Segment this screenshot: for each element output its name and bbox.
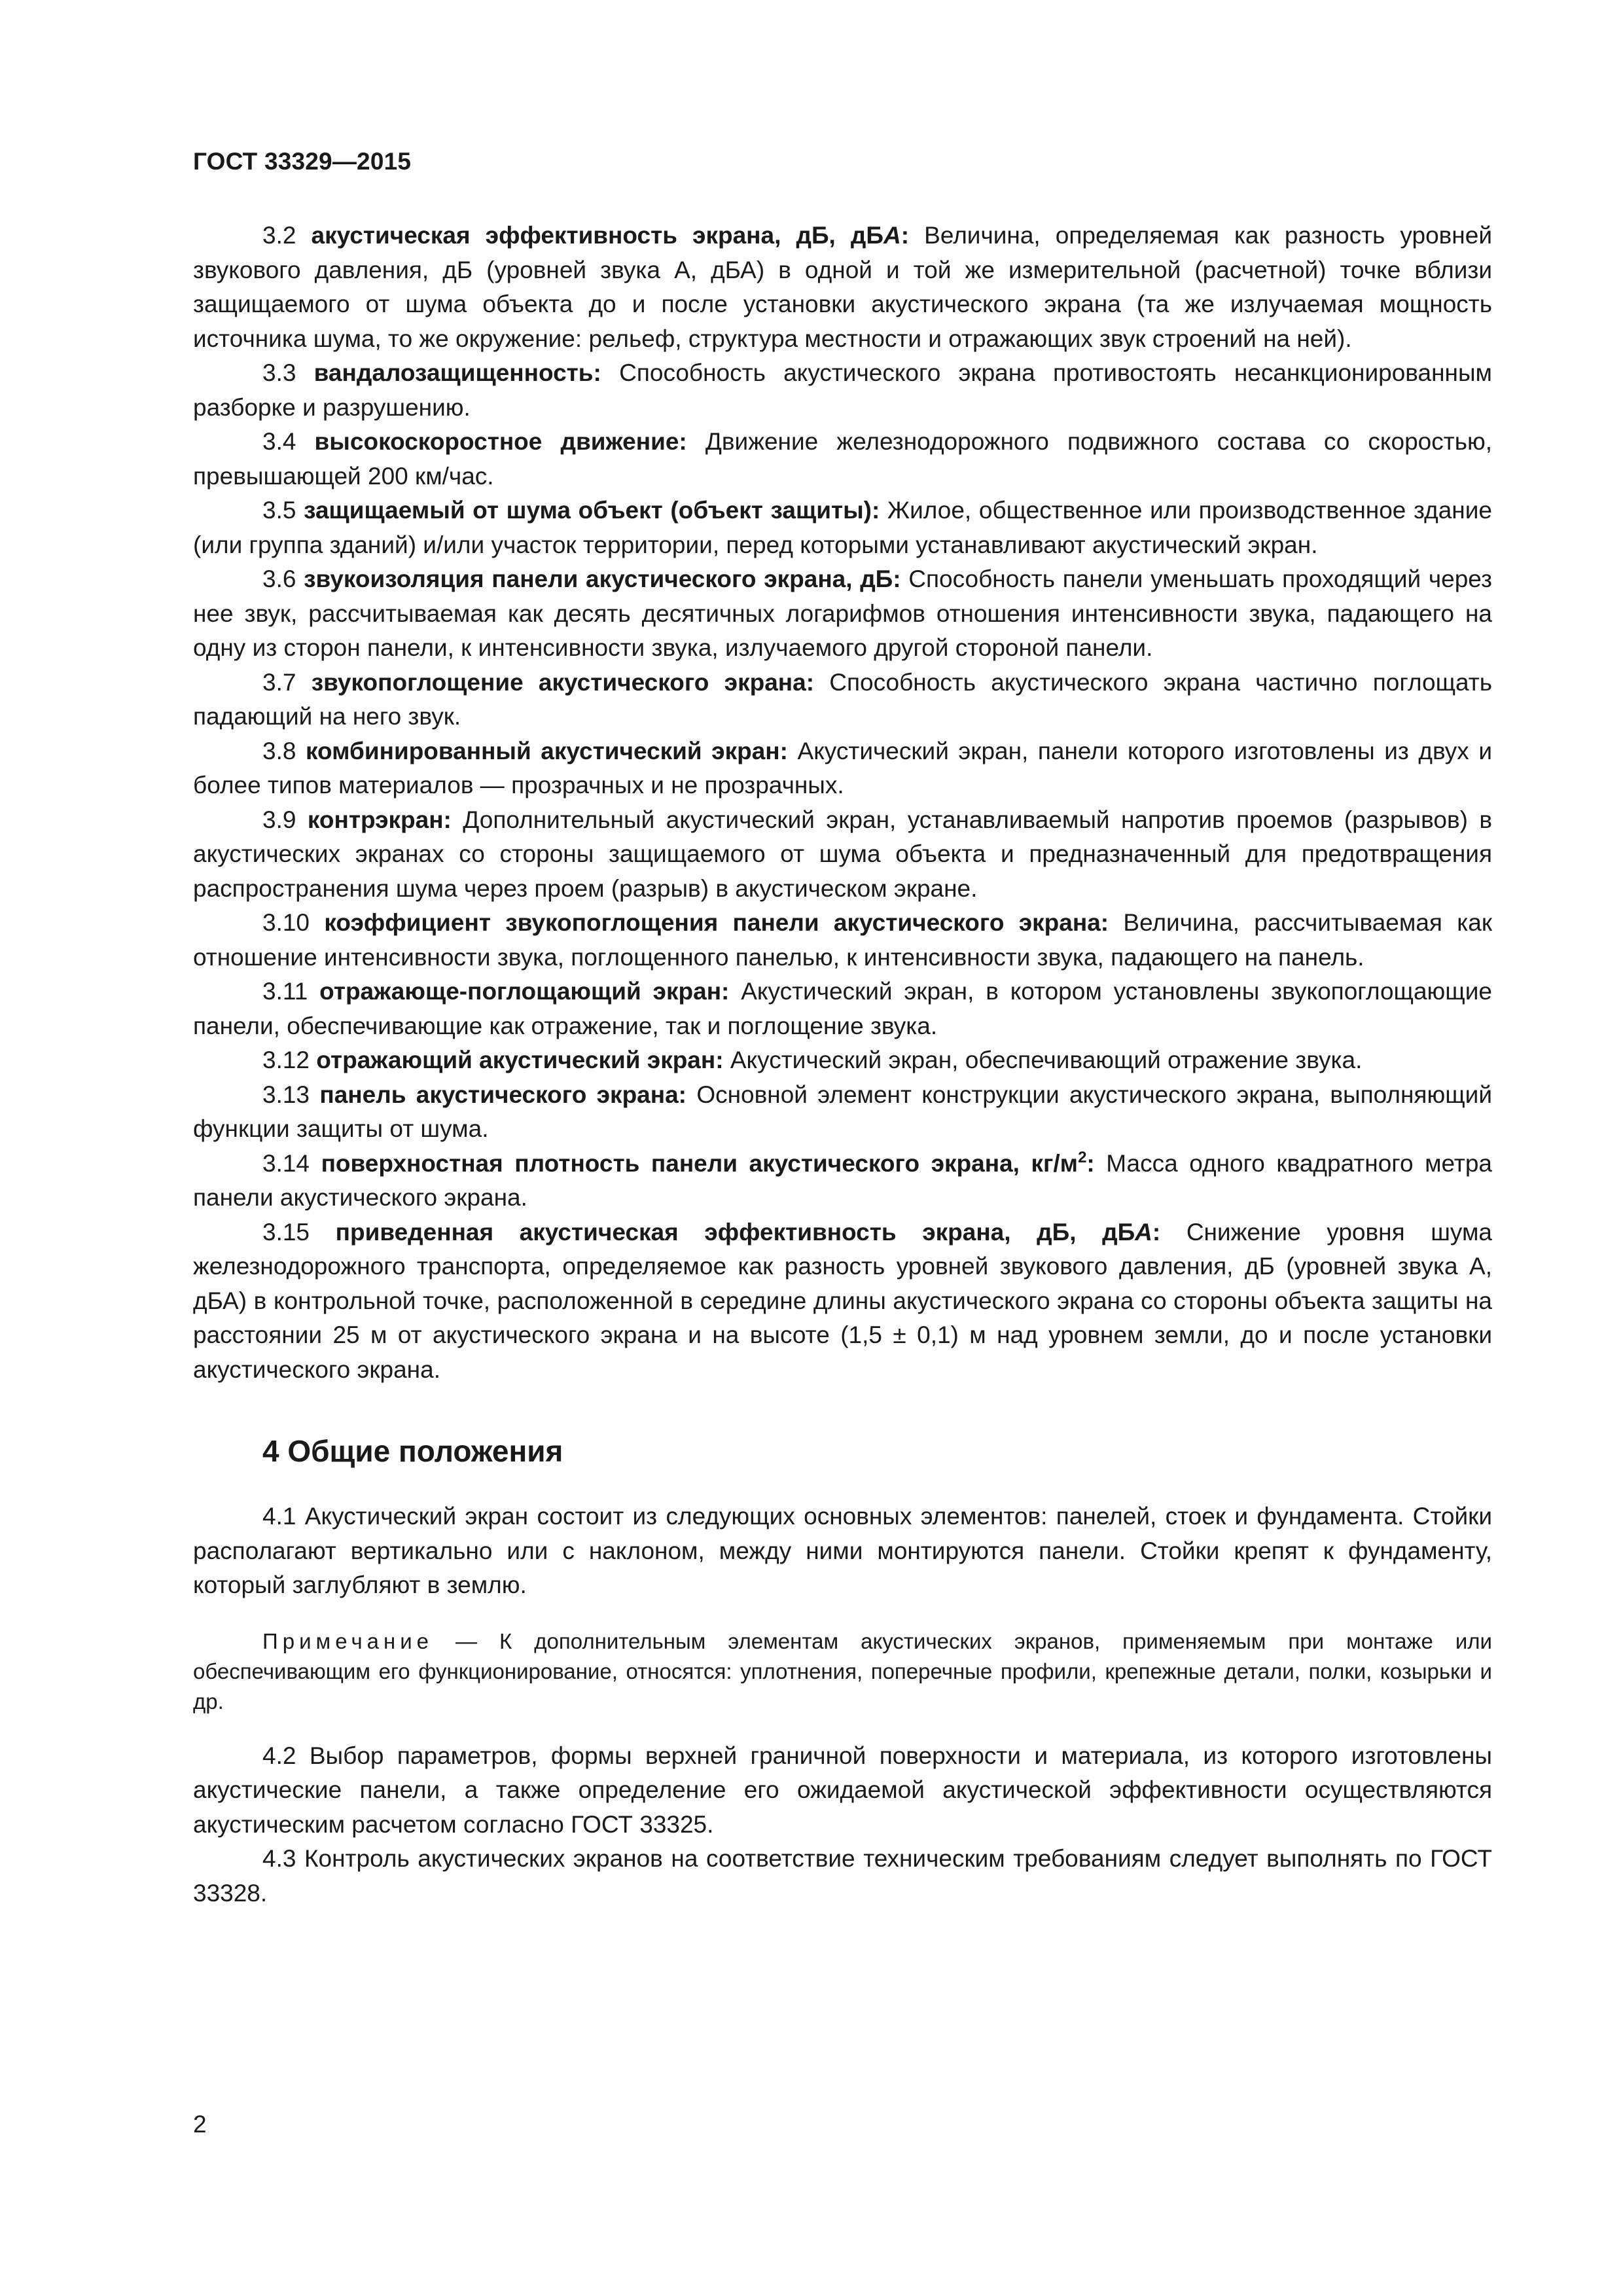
definition-3-14 <box>193 1147 1492 1215</box>
definition-term: высокоскоростное движение: <box>314 428 687 455</box>
definition-term: отражающий акустический экран: <box>316 1047 724 1073</box>
definition-text: Движение железнодорожного подвижного состава со скоростью, превышающей 200 км/час. <box>193 428 1492 490</box>
definition-number: 3.2 <box>262 222 296 249</box>
definition-3-5 <box>193 493 1492 562</box>
definition-text: Акустический экран, обеспечивающий отражение звука. <box>723 1047 1363 1073</box>
definition-number: 3.8 <box>262 737 296 764</box>
definition-3-7 <box>193 666 1492 734</box>
definition-term: контрэкран: <box>307 806 452 833</box>
page-number: 2 <box>193 2111 207 2138</box>
term-text: акустическая эффективность экрана, дБ, дБ <box>311 222 884 249</box>
note <box>193 1626 1492 1717</box>
paragraph-4-3: 4.3 Контроль акустических экранов на соответствие техническим требованиям следует выполнять по ГОСТ 33328. <box>193 1845 1492 1907</box>
definition-number: 3.4 <box>262 428 296 455</box>
definition-text: Способность акустического экрана противостоять несанкционированным разборке и разрушению. <box>193 359 1492 421</box>
definition-text: Дополнительный акустический экран, устанавливаемый напротив проемов (разрывов) в акустических экранах со стороны защищаемого от шума объекта и предназначенный для предотвращения распространения шума через проем (разрыв) в акустическом экране. <box>193 806 1492 902</box>
definition-term <box>321 1150 1095 1177</box>
definition-3-6 <box>193 562 1492 666</box>
definition-3-10 <box>193 906 1492 975</box>
definition-3-11 <box>193 975 1492 1043</box>
definition-term <box>336 1219 1161 1246</box>
definition-term <box>312 222 910 249</box>
term-text: приведенная акустическая эффективность экрана, дБ, дБ <box>335 1218 1135 1246</box>
definition-text: Способность акустического экрана частично поглощать падающий на него звук. <box>193 668 1493 730</box>
definition-term: вандалозащищенность: <box>313 359 601 386</box>
definition-number: 3.5 <box>262 497 296 524</box>
definition-number: 3.9 <box>262 806 296 833</box>
definition-text: Акустический экран, в котором установлены звукопоглощающие панели, обеспечивающие как отражение, так и поглощение звука. <box>193 978 1492 1039</box>
definition-number: 3.10 <box>262 909 310 936</box>
definition-term: звукопоглощение акустического экрана: <box>311 668 815 696</box>
definition-text: Основной элемент конструкции акустического экрана, выполняющий функции защиты от шума. <box>193 1081 1492 1142</box>
definition-3-4 <box>193 425 1492 493</box>
definition-number: 3.11 <box>262 978 308 1005</box>
definition-term: панель акустического экрана: <box>319 1081 687 1108</box>
note-text: — К дополнительным элементам акустических экранов, применяемым при монтаже или обеспечивающим его функционирование, относятся: уплотнения, поперечные профили, крепежные детали, полки, козырьки и др. <box>193 1628 1492 1713</box>
definition-3-3 <box>193 356 1492 425</box>
definition-3-9 <box>193 803 1492 906</box>
note-label: Примечание <box>262 1628 434 1653</box>
paragraph-4-2: 4.2 Выбор параметров, формы верхней граничной поверхности и материала, из которого изготовлены акустические панели, а также определение его ожидаемой акустической эффективности осуществляются акустическим расчетом согласно ГОСТ 33325. <box>193 1742 1492 1838</box>
definition-3-15 <box>193 1215 1492 1388</box>
definition-text: Величина, рассчитываемая как отношение интенсивности звука, поглощенного панелью, к интенсивности звука, падающего на панель. <box>193 909 1493 971</box>
term-italic: А <box>1135 1218 1152 1246</box>
section-title: 4 Общие положения <box>262 1434 563 1468</box>
definition-text: Способность панели уменьшать проходящий через нее звук, рассчитываемая как десять десятичных логарифмов отношения интенсивности звука, падающего на одну из сторон панели, к интенсивности звука, излучаемого другой стороной панели. <box>193 565 1493 661</box>
definition-term: комбинированный акустический экран: <box>305 737 788 764</box>
definition-3-12 <box>193 1043 1492 1078</box>
definition-text: Жилое, общественное или производственное здание (или группа зданий) и/или участок территории, перед которыми устанавливают акустический экран. <box>193 497 1492 558</box>
definition-text: Величина, определяемая как разность уровней звукового давления, дБ (уровней звука А, дБА) в одной и той же измерительной (расчетной) точке вблизи защищаемого от шума объекта до и после установки акустического экрана (та же излучаемая мощность источника шума, то же окружение: рельеф, структура местности и отражающих звук строений на ней). <box>193 222 1492 352</box>
definition-term: коэффициент звукопоглощения панели акустического экрана: <box>324 909 1109 936</box>
definition-text: Акустический экран, панели которого изготовлены из двух и более типов материалов — прозрачных и не прозрачных. <box>193 737 1492 798</box>
term-end: : <box>1086 1149 1095 1177</box>
definition-number: 3.6 <box>262 565 296 592</box>
definition-term: звукоизоляция панели акустического экрана, дБ: <box>304 565 901 592</box>
term-superscript: 2 <box>1078 1148 1087 1166</box>
definition-number: 3.3 <box>262 359 296 386</box>
definition-number: 3.13 <box>262 1081 310 1108</box>
definition-text: Снижение уровня шума железнодорожного транспорта, определяемое как разность уровней звукового давления, дБ (уровней звука А, дБА) в контрольной точке, расположенной в середине длины акустического экрана со стороны объекта защиты на расстоянии 25 м от акустического экрана и на высоте (1,5 ± 0,1) м над уровнем земли, до и после установки акустического экрана. <box>193 1218 1492 1383</box>
definition-text: Масса одного квадратного метра панели акустического экрана. <box>193 1149 1493 1211</box>
definition-term: защищаемый от шума объект (объект защиты): <box>304 497 880 524</box>
definition-number: 3.7 <box>262 668 296 696</box>
definition-3-8 <box>193 734 1492 803</box>
definition-number: 3.14 <box>262 1149 310 1177</box>
paragraph-4-1: 4.1 Акустический экран состоит из следующих основных элементов: панелей, стоек и фундамента. Стойки располагают вертикально или с наклоном, между ними монтируются панели. Стойки крепят к фундаменту, который заглубляют в землю. <box>193 1503 1492 1598</box>
term-end: : <box>901 222 910 249</box>
definition-term: отражающе-поглощающий экран: <box>319 978 730 1005</box>
definition-number: 3.12 <box>262 1047 310 1073</box>
document-body <box>193 219 1492 1910</box>
term-text: поверхностная плотность панели акустического экрана, кг/м <box>321 1149 1079 1177</box>
definition-3-13 <box>193 1078 1492 1147</box>
term-italic: А <box>883 222 901 249</box>
definition-number: 3.15 <box>262 1218 310 1246</box>
document-header: ГОСТ 33329—2015 <box>193 148 412 175</box>
definition-3-2 <box>193 219 1492 356</box>
term-end: : <box>1152 1218 1161 1246</box>
